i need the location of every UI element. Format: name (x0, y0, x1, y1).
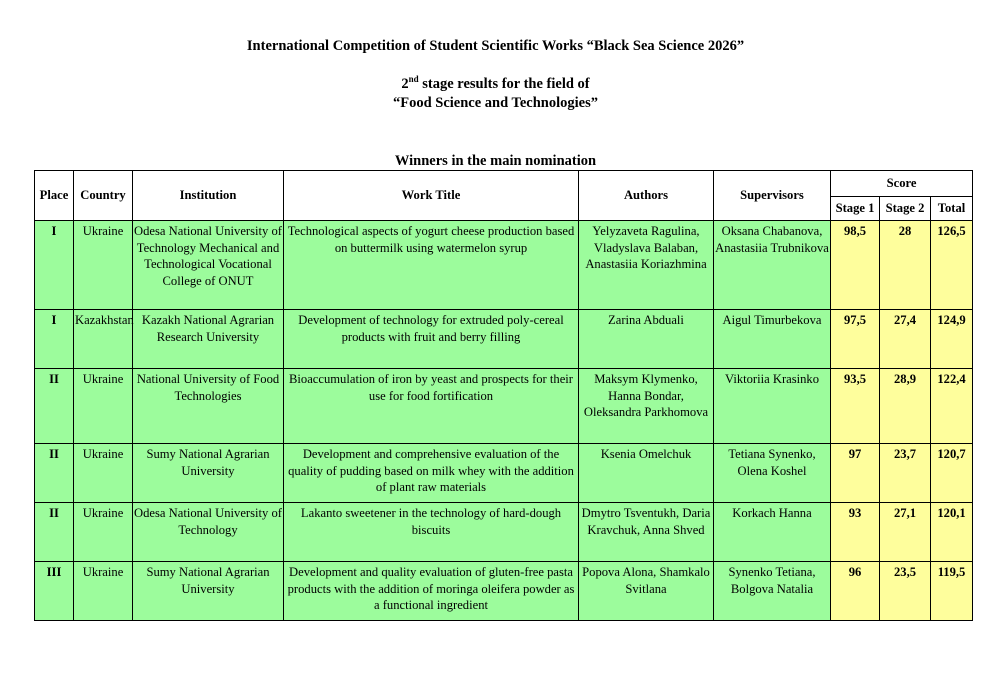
total-cell: 120,1 (931, 503, 973, 562)
title-cell: Development and quality evaluation of gluten-free pasta products with the addition of moringa oleifera powder as a functional ingredient (284, 562, 579, 621)
supervisors-cell: Aigul Timurbekova (714, 310, 831, 369)
title-cell: Bioaccumulation of iron by yeast and prospects for their use for food fortification (284, 369, 579, 444)
institution-cell: National University of Food Technologies (133, 369, 284, 444)
stage2-cell: 28 (880, 221, 931, 310)
table-row (35, 221, 973, 310)
authors-cell: Ksenia Omelchuk (579, 444, 714, 503)
supervisors-cell: Korkach Hanna (714, 503, 831, 562)
country-cell: Ukraine (74, 369, 133, 444)
col-header-work-title: Work Title (284, 171, 579, 221)
table-row (35, 562, 973, 621)
total-cell: 119,5 (931, 562, 973, 621)
stage1-cell: 93 (831, 503, 880, 562)
country-cell: Ukraine (74, 503, 133, 562)
institution-cell: Kazakh National Agrarian Research University (133, 310, 284, 369)
country-cell: Ukraine (74, 444, 133, 503)
stage2-cell: 27,1 (880, 503, 931, 562)
col-header-score: Score (831, 171, 973, 197)
total-cell: 124,9 (931, 310, 973, 369)
authors-cell: Zarina Abduali (579, 310, 714, 369)
stage2-cell: 28,9 (880, 369, 931, 444)
stage1-cell: 97,5 (831, 310, 880, 369)
total-cell: 120,7 (931, 444, 973, 503)
place-cell: II (35, 444, 74, 503)
nomination-heading: Winners in the main nomination (394, 153, 597, 169)
results-table (34, 170, 973, 621)
col-header-country: Country (74, 171, 133, 221)
institution-cell: Sumy National Agrarian University (133, 444, 284, 503)
authors-cell: Popova Alona, Shamkalo Svitlana (579, 562, 714, 621)
col-header-stage1: Stage 1 (831, 197, 880, 221)
col-header-supervisors: Supervisors (714, 171, 831, 221)
stage2-cell: 23,5 (880, 562, 931, 621)
title-cell: Technological aspects of yogurt cheese production based on buttermilk using watermelon syrup (284, 221, 579, 310)
stage-suffix: nd (408, 74, 419, 85)
field-name: “Food Science and Technologies” (392, 95, 599, 111)
institution-cell: Sumy National Agrarian University (133, 562, 284, 621)
total-cell: 126,5 (931, 221, 973, 310)
supervisors-cell: Oksana Chabanova, Anastasiia Trubnikova (714, 221, 831, 310)
place-cell: II (35, 503, 74, 562)
col-header-institution: Institution (133, 171, 284, 221)
supervisors-cell: Viktoriia Krasinko (714, 369, 831, 444)
country-cell: Kazakhstan (74, 310, 133, 369)
country-cell: Ukraine (74, 221, 133, 310)
supervisors-cell: Tetiana Synenko, Olena Koshel (714, 444, 831, 503)
col-header-stage2: Stage 2 (880, 197, 931, 221)
stage2-cell: 27,4 (880, 310, 931, 369)
document-title: International Competition of Student Scientific Works “Black Sea Science 2026” (246, 38, 745, 54)
place-cell: I (35, 221, 74, 310)
stage-text: stage results for the field of (418, 76, 590, 92)
title-cell: Development and comprehensive evaluation of the quality of pudding based on milk whey with the addition of plant raw materials (284, 444, 579, 503)
place-cell: II (35, 369, 74, 444)
col-header-place: Place (35, 171, 74, 221)
col-header-authors: Authors (579, 171, 714, 221)
supervisors-cell: Synenko Tetiana, Bolgova Natalia (714, 562, 831, 621)
table-row (35, 310, 973, 369)
stage-heading (0, 76, 991, 93)
institution-cell: Odesa National University of Technology Mechanical and Technological Vocational College of ONUT (133, 221, 284, 310)
authors-cell: Maksym Klymenko, Hanna Bondar, Oleksandra Parkhomova (579, 369, 714, 444)
stage1-cell: 96 (831, 562, 880, 621)
institution-cell: Odesa National University of Technology (133, 503, 284, 562)
stage1-cell: 98,5 (831, 221, 880, 310)
total-cell: 122,4 (931, 369, 973, 444)
place-cell: III (35, 562, 74, 621)
table-row (35, 369, 973, 444)
title-cell: Development of technology for extruded poly-cereal products with fruit and berry filling (284, 310, 579, 369)
table-row (35, 444, 973, 503)
title-cell: Lakanto sweetener in the technology of hard-dough biscuits (284, 503, 579, 562)
stage2-cell: 23,7 (880, 444, 931, 503)
authors-cell: Dmytro Tsventukh, Daria Kravchuk, Anna Shved (579, 503, 714, 562)
country-cell: Ukraine (74, 562, 133, 621)
col-header-total: Total (931, 197, 973, 221)
table-row (35, 503, 973, 562)
stage-number: 2 (401, 76, 409, 92)
stage1-cell: 97 (831, 444, 880, 503)
authors-cell: Yelyzaveta Ragulina, Vladyslava Balaban, Anastasiia Koriazhmina (579, 221, 714, 310)
stage1-cell: 93,5 (831, 369, 880, 444)
place-cell: I (35, 310, 74, 369)
